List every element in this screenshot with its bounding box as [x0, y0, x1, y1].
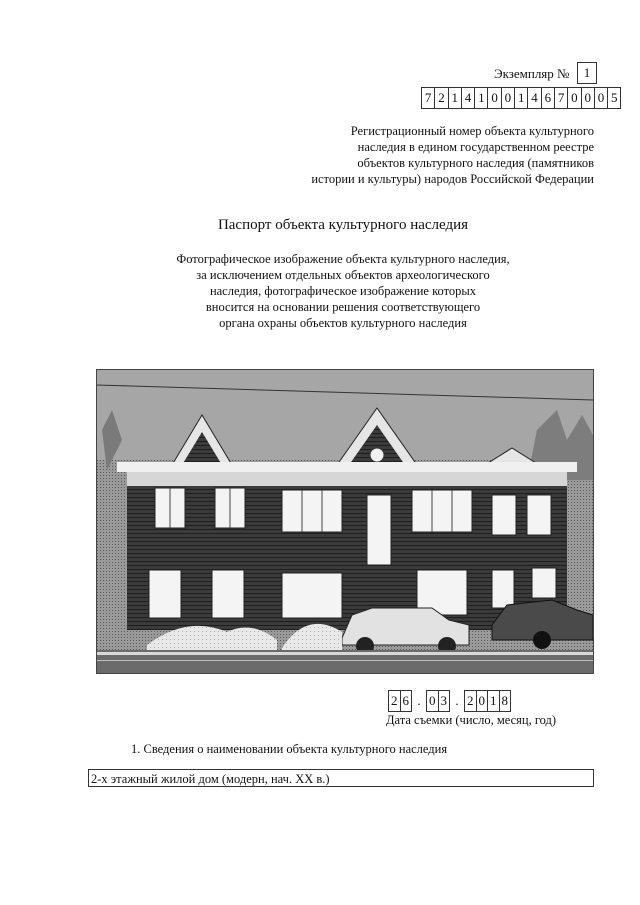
reg-digit: 1: [449, 88, 462, 108]
caption-line: наследия, фотографическое изображение которых: [209, 284, 477, 298]
copy-number-box: 1: [577, 62, 597, 84]
reg-desc-line: Регистрационный номер объекта культурного: [350, 124, 594, 138]
date-separator: .: [417, 693, 421, 708]
reg-digit: 6: [542, 88, 555, 108]
date-digit: 2: [465, 691, 477, 711]
reg-digit: 0: [568, 88, 581, 108]
date-digit: 3: [440, 693, 447, 708]
reg-digit: 0: [502, 88, 515, 108]
caption-line: вносится на основании решения соответствующего: [205, 300, 481, 314]
date-label: Дата съемки (число, месяц, год): [386, 713, 557, 727]
reg-digit: 0: [488, 88, 501, 108]
reg-desc-line: наследия в едином государственном реестре: [357, 140, 594, 154]
date-separator: .: [455, 693, 459, 708]
reg-desc-line: объектов культурного наследия (памятников: [357, 156, 594, 170]
reg-digit: 7: [422, 88, 435, 108]
photo-date: [388, 690, 511, 712]
date-digit: 8: [501, 693, 508, 708]
reg-digit: 4: [462, 88, 475, 108]
object-name-field: 2-х этажный жилой дом (модерн, нач. XX в.): [88, 769, 594, 787]
date-day: [388, 690, 412, 712]
date-digit: 1: [488, 691, 500, 711]
reg-digit: 0: [595, 88, 608, 108]
registration-description: [254, 123, 594, 187]
object-photo: [96, 369, 594, 674]
caption-line: Фотографическое изображение объекта культурного наследия,: [176, 252, 510, 266]
date-month: [426, 690, 450, 712]
date-year: [464, 690, 511, 712]
registration-number: [421, 87, 621, 109]
reg-digit: 1: [475, 88, 488, 108]
reg-digit: 4: [528, 88, 541, 108]
reg-digit: 7: [555, 88, 568, 108]
reg-desc-line: истории и культуры) народов Российской Федерации: [311, 172, 594, 186]
caption-line: за исключением отдельных объектов археологического: [196, 268, 490, 282]
copy-number-label: Экземпляр №: [494, 66, 570, 81]
date-digit: 0: [477, 691, 489, 711]
caption-line: органа охраны объектов культурного наследия: [219, 316, 467, 330]
page-title: Паспорт объекта культурного наследия: [217, 217, 469, 233]
reg-digit: 5: [611, 90, 618, 105]
building-photo-image: [97, 370, 593, 673]
date-digit: 0: [427, 691, 439, 711]
reg-digit: 0: [582, 88, 595, 108]
reg-digit: 2: [435, 88, 448, 108]
date-digit: 2: [389, 691, 401, 711]
photo-caption: [160, 251, 526, 331]
section-heading: 1. Сведения о наименовании объекта культурного наследия: [131, 742, 448, 756]
date-digit: 6: [402, 693, 409, 708]
reg-digit: 1: [515, 88, 528, 108]
